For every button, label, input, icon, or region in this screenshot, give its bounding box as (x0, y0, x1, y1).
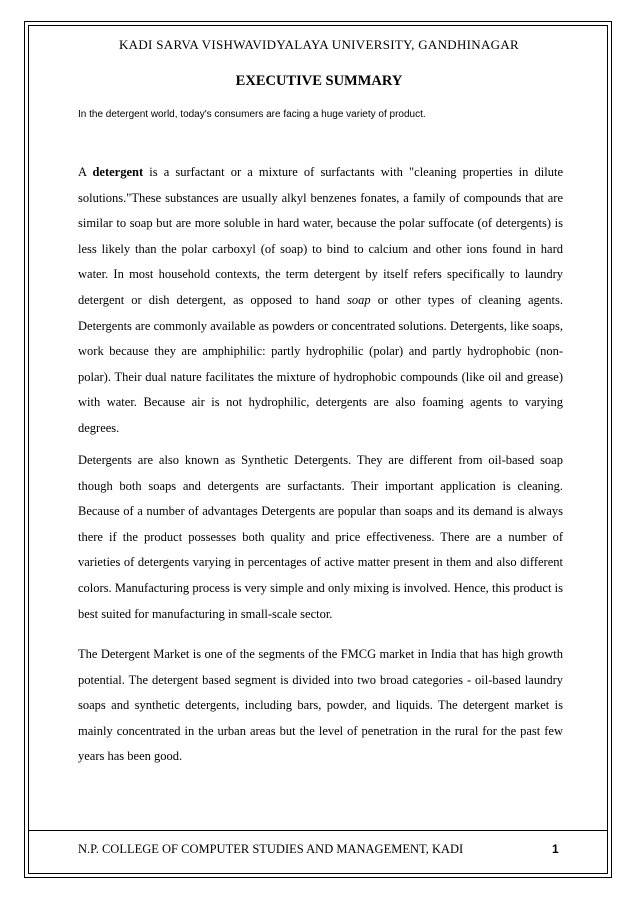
intro-line: In the detergent world, today's consumers are facing a huge variety of product. (78, 109, 426, 120)
term-soap: soap (347, 292, 371, 307)
page-number: 1 (552, 842, 559, 856)
paragraph-text-1: is a surfactant or a mixture of surfactants with "cleaning properties in dilute solutions."These substances are usually alkyl benzenes fonates, a family of compounds that are similar to soap but are more soluble in hard water, because the polar suffocate (of detergents) is less likely than the polar carboxyl (of soap) to bind to calcium and other ions found in hard water. In most household contexts, the term detergent by itself refers specifically to laundry detergent or dish detergent, as opposed to hand (78, 165, 563, 307)
paragraph-detergent-market: The Detergent Market is one of the segments of the FMCG market in India that has high growth potential. The detergent based segment is divided into two broad categories - oil-based laundry soaps and synthetic detergents, including bars, powder, and liquids. The detergent market is mainly concentrated in the urban areas but the level of penetration in the rural for the past few years has been good. (78, 647, 563, 764)
paragraph-synthetic-detergents: Detergents are also known as Synthetic Detergents. They are different from oil-based soap though both soaps and detergents are surfactants. Their important application is cleaning. Because of a number of advantages Detergents are popular than soaps and its demand is always there if the product possesses both quality and price effectiveness. There are a number of varieties of detergents varying in percentages of active matter present in them and also different colors. Manufacturing process is very simple and only mixing is involved. Hence, this product is best suited for manufacturing in small-scale sector. (78, 453, 563, 621)
page-title: EXECUTIVE SUMMARY (235, 73, 403, 89)
paragraph-detergent-definition (78, 160, 563, 442)
page-header: KADI SARVA VISHWAVIDYALAYA UNIVERSITY, GANDHINAGAR (118, 37, 520, 52)
footer-rule (28, 830, 608, 831)
paragraph-lead: A (78, 165, 93, 179)
term-detergent: detergent (92, 165, 144, 179)
footer-college: N.P. COLLEGE OF COMPUTER STUDIES AND MANAGEMENT, KADI (78, 842, 464, 856)
paragraph-text-2: or other types of cleaning agents. Detergents are commonly available as powders or concentrated solutions. Detergents, like soaps, work because they are amphiphilic: partly hydrophilic (polar) and partly hydrophobic (non-polar). Their dual nature facilitates the mixture of hydrophobic compounds (like oil and grease) with water. Because air is not hydrophilic, detergents are also foaming agents to varying degrees. (78, 292, 564, 435)
